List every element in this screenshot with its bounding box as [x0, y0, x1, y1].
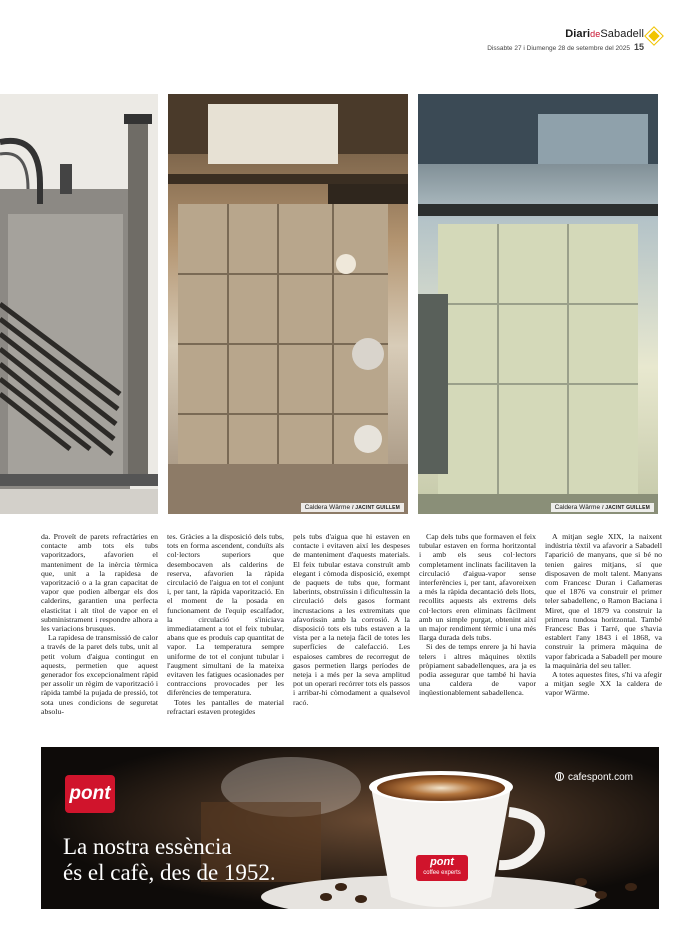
brand-main: Diari	[565, 28, 591, 40]
photo-caption	[301, 503, 404, 512]
paragraph: A totes aquestes fites, s'hi va afegir a mitjan segle XX la caldera de vapor Wärme.	[545, 670, 662, 698]
globe-icon	[555, 772, 564, 781]
paragraph: pels tubs d'aigua que hi estaven en contacte i evitaven així les despeses de manteniment d'aquests materials. El feix tubular estava construït amb elegant i còmoda disposició, exempt de paquets de tubs que, formant laberints, obstruïssin i dificultessin la circulació dels gasos formant incrustacions a les extremitats que afavorissin amb la corrosió. A la disposició tots els tubs estaven a la vista per a la neteja fàcil de totes les superfícies de calefacció. Les espaioses cambres de recorregut de gasos permetien llargs períodes de neteja i a més per la seva amplitud pot un operari recórrer tots els passos i arribar-hi còmodament a qualsevol racó.	[293, 532, 410, 707]
article-column-3	[293, 532, 410, 707]
cup-logo-text: pont	[430, 856, 454, 868]
pont-logo[interactable]: pont	[65, 775, 115, 813]
boiler-engraving-photo	[0, 94, 158, 514]
website-link[interactable]	[555, 772, 633, 783]
paragraph: Si des de temps enrere ja hi havia telers i altres màquines tèxtils pròpiament sabadellenques, ara ja es podia assegurar que també hi havia una caldera de vapor inqüestionablement sabadellenca.	[419, 642, 536, 698]
paragraph: Totes les pantalles de material refractari estaven protegides	[167, 697, 284, 716]
dateline	[487, 42, 644, 52]
brand-de: de	[590, 29, 601, 39]
pont-coffee-ad[interactable]	[41, 747, 659, 909]
article-column-4	[419, 532, 536, 698]
masthead	[487, 28, 644, 52]
paragraph: Cap dels tubs que formaven el feix tubular estaven en forma horitzontal i amb els seus col·lectors completament inclinats facilitaven la circulació d'aigua-vapor sense interferències i, per tant, afavoreixen a més la ràpida decantació dels llots, recollits aquests als extrems dels col·lectors eren eliminats fàcilment amb un simple purgat, obtenint així un major rendiment tèrmic i una més llarga durada dels tubs.	[419, 532, 536, 643]
diamond-logo-icon	[646, 28, 663, 45]
article-column-2	[167, 532, 284, 716]
slogan-line-2: és el cafè, des de 1952.	[63, 860, 276, 885]
paragraph: da. Proveït de parets refractàries en contacte amb tots els tubs vaporitzadors, afavorien el manteniment de la inèrcia tèrmica que, unit a la rapidesa de vaporització o a la gran capacitat de vapor que podien albergar els dos calderins, garantien una perfecta elasticitat i alt títol de vapor en el subministrament i respondre alhora a les variacions brusques.	[41, 532, 158, 634]
paragraph: A mitjan segle XIX, la naixent indústria tèxtil va afavorir a Sabadell l'aparició de manyans, que si bé no tenien gaires mitjans, sí que disposaven de molt talent. Manyans com Francesc Duran i Cañameras que el 1876 va construir el primer teler sabadellenc, o Ramon Baciana i Miret, que el 1879 va construir la primera tundosa horitzontal. També Francesc Bas i Tarré, que s'havia establert l'any 1843 i el 1868, va construir la primera màquina de vapor fabricada a Sabadell per moure la maquinària del seu taller.	[545, 532, 662, 670]
page-number: 15	[633, 42, 644, 52]
paragraph: La rapidesa de transmissió de calor a través de la paret dels tubs, unit al petit volum d'aigua contingut en aquests, permetien que aquest generador fos excepcionalment ràpid per assolir un règim de vaporització i ràpida també la pujada de pressió, tot sota unes condicions de seguretat absolu-	[41, 633, 158, 716]
cup-logo	[416, 855, 468, 881]
article-column-5	[545, 532, 662, 698]
caption-text: Caldera Wärme	[554, 504, 601, 511]
caption-text: Caldera Wärme	[304, 504, 351, 511]
issue-date: Dissabte 27 i Diumenge 28 de setembre del 2025	[487, 45, 630, 52]
slogan-line-1: La nostra essència	[63, 834, 232, 859]
ad-slogan	[63, 834, 276, 886]
boiler-photo-sepia	[168, 94, 408, 514]
photo-credit: / JACINT GUILLEM	[352, 505, 400, 511]
paragraph: tes. Gràcies a la disposició dels tubs, tots en forma ascendent, conduïts als col·lectors superiors que desembocaven als calderins de reserva, afavorien la ràpida circulació de l'aigua en tot el conjunt i, per tant, la ràpida vaporització. En el moment de la posada en funcionament de l'equip escalfador, la circulació s'iniciava immediatament a tot el feix tubular, abans que es produís cap quantitat de vapor. La temperatura sempre uniforme de tot el conjunt tubular i l'augment simultani de la mateixa evitaven les fatigues ocasionades per contraccions provocades per les diferències de temperatura.	[167, 532, 284, 698]
newspaper-brand[interactable]	[487, 28, 644, 40]
article-column-1	[41, 532, 158, 716]
website-text: cafespont.com	[567, 772, 633, 783]
photo-credit: / JACINT GUILLEM	[602, 505, 650, 511]
brand-city: Sabadell	[600, 28, 644, 40]
boiler-photo-color	[418, 94, 658, 514]
photo-caption	[551, 503, 654, 512]
cup-tagline: coffee experts	[423, 870, 461, 876]
